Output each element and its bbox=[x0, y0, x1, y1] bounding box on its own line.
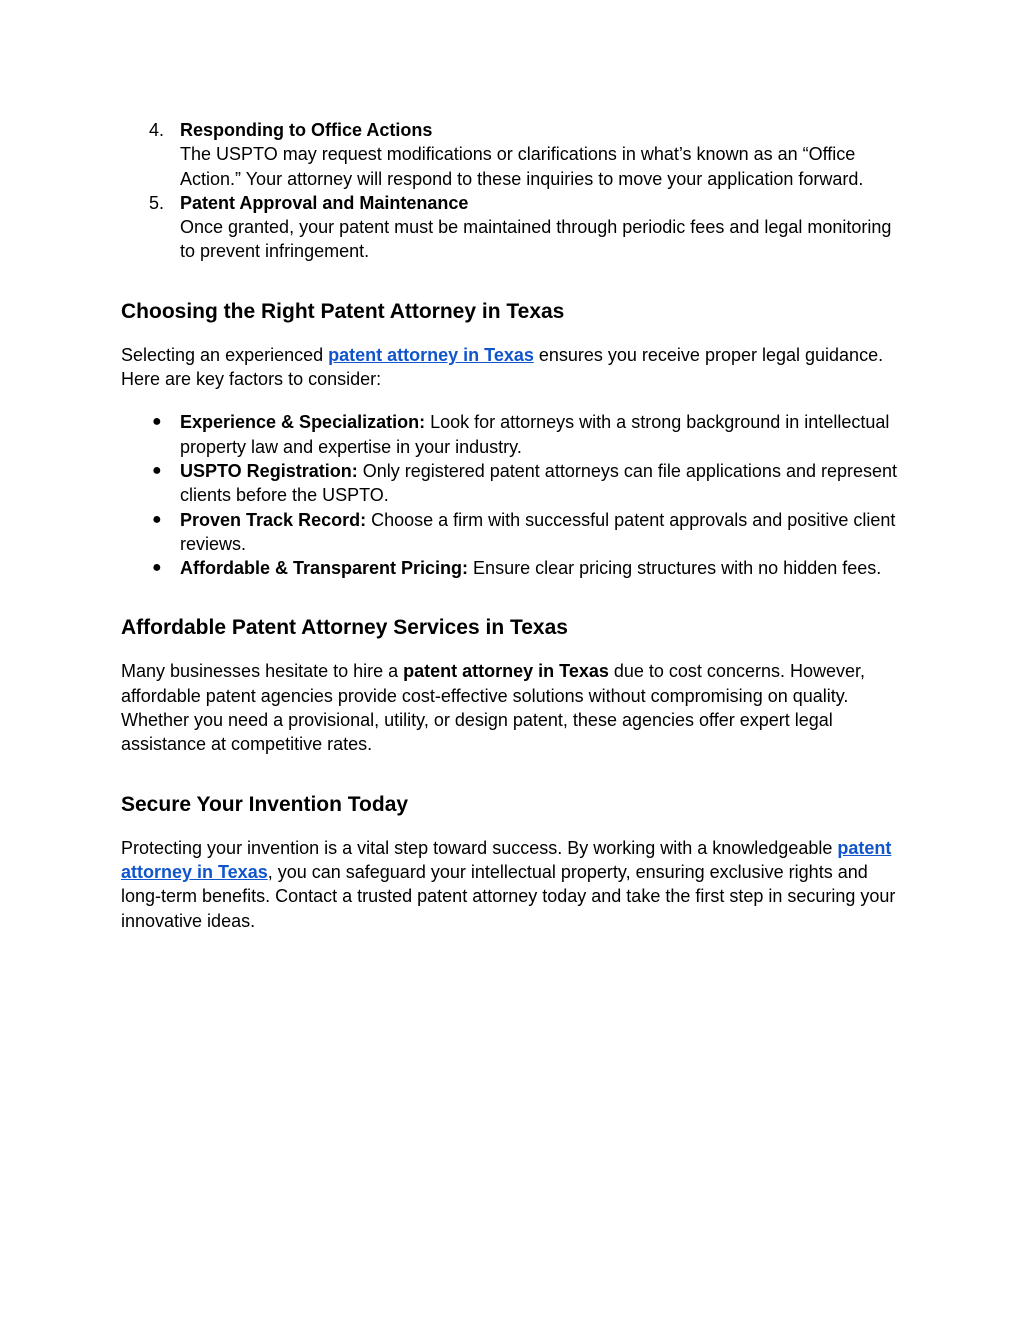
list-item-factor bbox=[120, 556, 911, 580]
intro-text-after: ensures you receive proper legal guidance. Here are key factors to consider: bbox=[121, 344, 884, 390]
step-body: Once granted, your patent must be maintained through periodic fees and legal monitoring to prevent infringement. bbox=[180, 217, 892, 262]
heading-choosing-attorney: Choosing the Right Patent Attorney in Texas bbox=[121, 299, 565, 323]
bullet-icon: ● bbox=[152, 461, 162, 479]
heading-secure-invention: Secure Your Invention Today bbox=[121, 792, 409, 816]
affordable-text-after: due to cost concerns. However, affordable patent agencies provide cost-effective solutions without compromising on quality. Whether you need a provisional, utility, or design patent, these agencies offer expert legal assistance at competitive rates. bbox=[121, 661, 866, 755]
factor-label: Proven Track Record: bbox=[180, 509, 367, 530]
factor-text: Choose a firm with successful patent approvals and positive client reviews. bbox=[180, 509, 896, 554]
heading-affordable-services: Affordable Patent Attorney Services in Texas bbox=[121, 616, 568, 640]
list-item-step-5 bbox=[120, 191, 911, 264]
list-item-factor bbox=[120, 459, 911, 508]
factor-text: Only registered patent attorneys can file applications and represent clients before the USPTO. bbox=[180, 460, 898, 506]
process-steps-list bbox=[121, 118, 911, 264]
step-body: The USPTO may request modifications or clarifications in what’s known as an “Office Action.” Your attorney will respond to these inquiries to move your application forward. bbox=[180, 144, 864, 189]
factor-text: Look for attorneys with a strong background in intellectual property law and expertise in your industry. bbox=[180, 412, 890, 457]
list-item-factor bbox=[120, 410, 911, 459]
factor-label: USPTO Registration: bbox=[180, 460, 358, 481]
intro-text-before: Selecting an experienced bbox=[121, 344, 329, 365]
step-title: Patent Approval and Maintenance bbox=[180, 192, 469, 213]
list-item-factor bbox=[120, 508, 911, 557]
affordable-text-before: Many businesses hesitate to hire a bbox=[121, 661, 404, 682]
bullet-icon: ● bbox=[152, 413, 162, 431]
factor-label: Affordable & Transparent Pricing: bbox=[180, 558, 469, 579]
secure-paragraph bbox=[121, 836, 911, 933]
secure-text-before: Protecting your invention is a vital step toward success. By working with a knowledgeable bbox=[121, 837, 838, 858]
document-content bbox=[121, 118, 911, 933]
bullet-icon: ● bbox=[152, 559, 162, 577]
affordable-bold-term: patent attorney in Texas bbox=[403, 661, 609, 682]
factor-label: Experience & Specialization: bbox=[180, 412, 426, 433]
step-title: Responding to Office Actions bbox=[180, 120, 433, 140]
patent-attorney-texas-link[interactable]: patent attorney in Texas bbox=[328, 344, 534, 365]
factors-bullet-list bbox=[121, 410, 911, 580]
secure-text-after: , you can safeguard your intellectual property, ensuring exclusive rights and long-term benefits. Contact a trusted patent attorney today and take the first step in securing your innovative ideas. bbox=[121, 861, 896, 931]
step-number: 5. bbox=[149, 192, 165, 213]
list-item-step-4 bbox=[120, 118, 911, 191]
choosing-intro-paragraph bbox=[121, 343, 911, 392]
step-number: 4. bbox=[149, 120, 165, 140]
factor-text: Ensure clear pricing structures with no hidden fees. bbox=[468, 558, 882, 579]
bullet-icon: ● bbox=[152, 510, 162, 528]
patent-attorney-texas-link-secondary[interactable]: patent attorney in Texas bbox=[121, 837, 892, 882]
affordable-paragraph bbox=[121, 659, 911, 756]
